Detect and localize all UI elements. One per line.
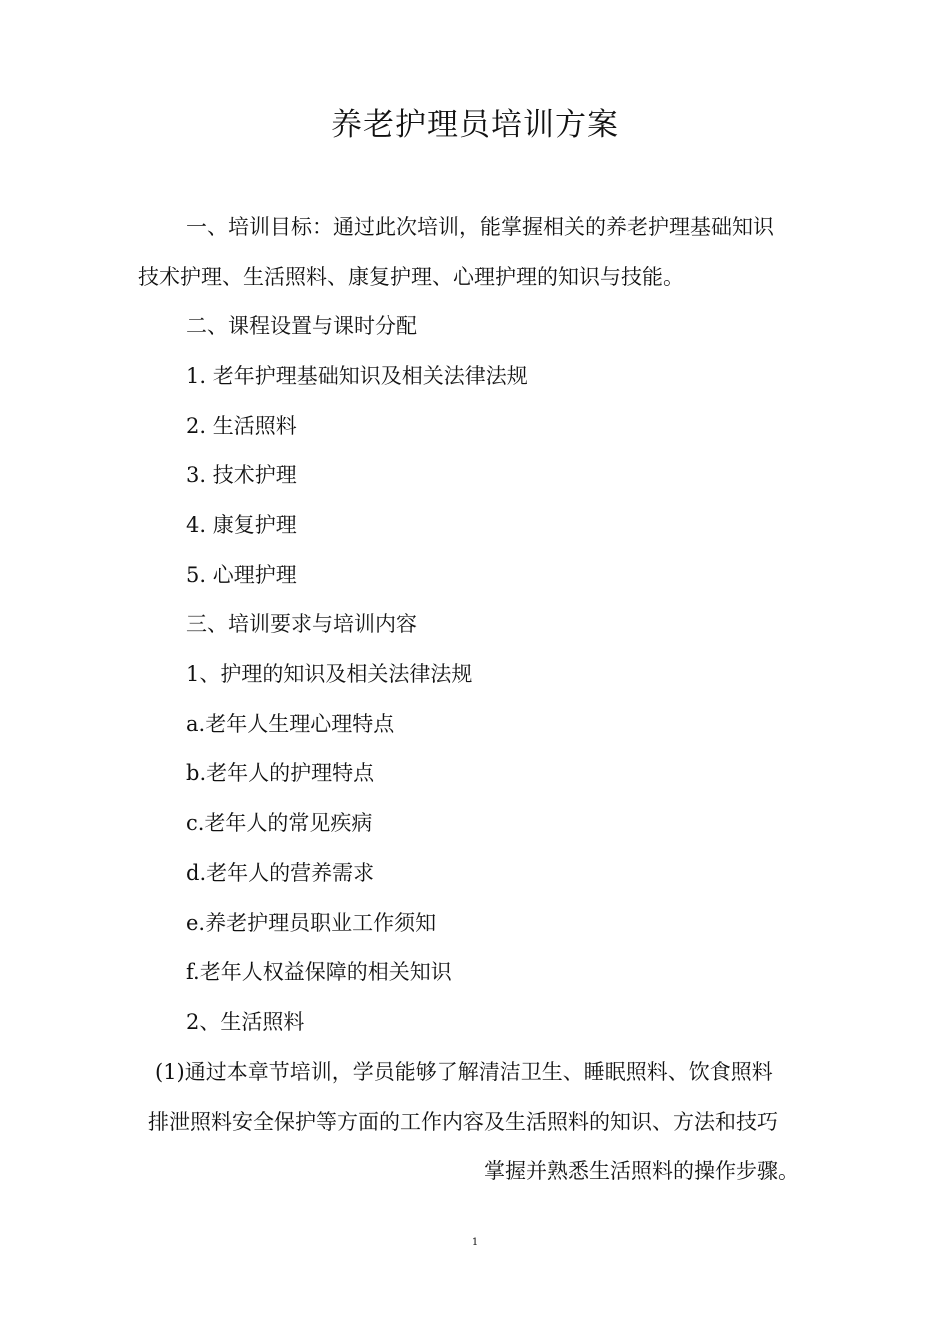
paragraph-training-goal-continued: 技术护理、生活照料、康复护理、心理护理的知识与技能。: [138, 265, 684, 289]
paragraph-training-goal: 一、培训目标：通过此次培训，能掌握相关的养老护理基础知识: [186, 215, 774, 239]
list-item: f.老年人权益保障的相关知识: [186, 960, 452, 984]
paragraph-life-care-continued: 排泄照料安全保护等方面的工作内容及生活照料的知识、方法和技巧: [148, 1110, 778, 1134]
list-item: 1. 老年护理基础知识及相关法律法规: [186, 364, 528, 388]
list-item: 4. 康复护理: [186, 513, 297, 537]
list-item: a.老年人生理心理特点: [186, 712, 395, 736]
paragraph-life-care: (1)通过本章节培训，学员能够了解清洁卫生、睡眠照料、饮食照料: [155, 1060, 773, 1084]
document-title: 养老护理员培训方案: [331, 107, 619, 143]
subsection-heading: 1、护理的知识及相关法律法规: [186, 662, 473, 686]
subsection-heading: 2、生活照料: [186, 1010, 305, 1034]
list-item: e.养老护理员职业工作须知: [186, 911, 437, 935]
list-item: b.老年人的护理特点: [186, 761, 375, 785]
list-item: 3. 技术护理: [186, 463, 297, 487]
list-item: c.老年人的常见疾病: [186, 811, 373, 835]
section-heading-course-setup: 二、课程设置与课时分配: [186, 314, 417, 338]
list-item: 5. 心理护理: [186, 563, 297, 587]
section-heading-training-content: 三、培训要求与培训内容: [186, 612, 417, 636]
paragraph-life-care-end: 掌握并熟悉生活照料的操作步骤。: [484, 1159, 799, 1183]
list-item: d.老年人的营养需求: [186, 861, 375, 885]
list-item: 2. 生活照料: [186, 414, 297, 438]
page-number: 1: [471, 1237, 479, 1248]
